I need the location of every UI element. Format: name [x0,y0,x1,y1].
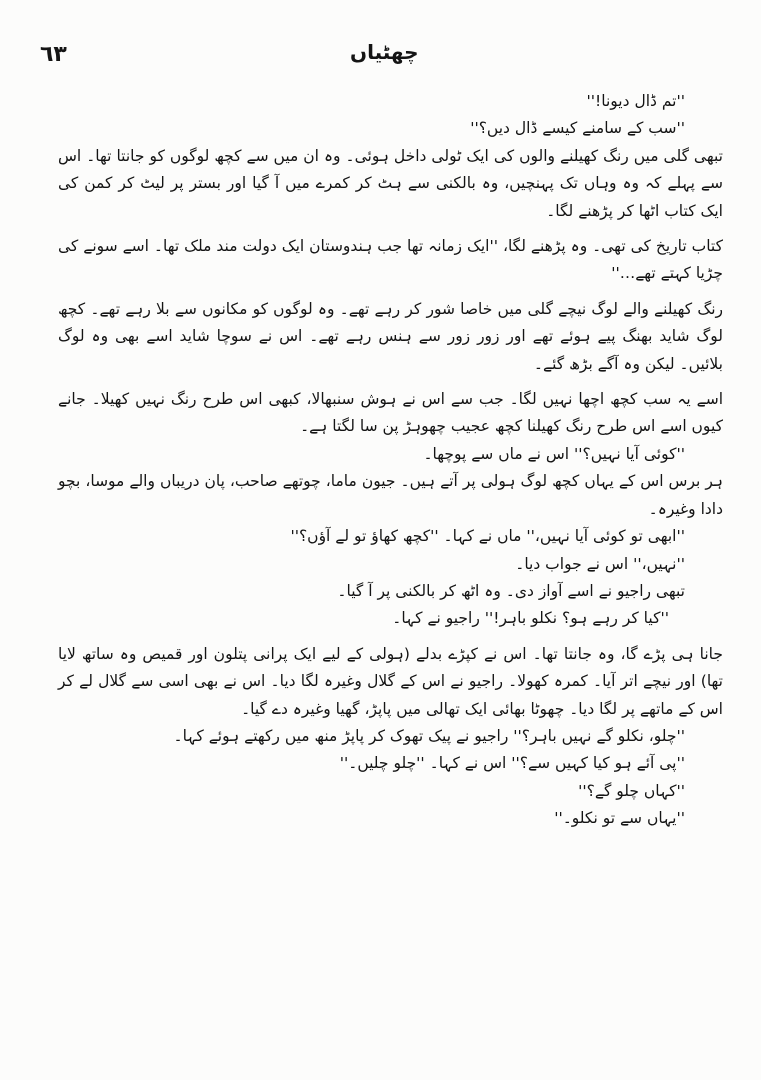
page-body [58,88,723,833]
paragraph: ہر برس اس کے یہاں کچھ لوگ ہولی پر آتے ہیں۔ جیون ماما، چوتھے صاحب، پان دریباں والے موسا، بچو دادا وغیرہ۔ [58,472,723,518]
paragraph: ''ابھی تو کوئی آیا نہیں،'' ماں نے کہا۔ ''کچھ کھاؤ تو لے آؤں؟'' [290,527,685,546]
paragraph: ''پی آئے ہو کیا کہیں سے؟'' اس نے کہا۔ ''چلو چلیں۔'' [339,754,685,773]
paragraph: رنگ کھیلنے والے لوگ نیچے گلی میں خاصا شور کر رہے تھے۔ وہ لوگوں کو مکانوں سے بلا رہے تھے۔ کچھ لوگ شاید بھنگ پیے ہوئے تھے اور زور زور سے ہنس رہے تھے۔ اس نے سوچا شاید اسے بھی وہ لوگ بلائیں۔ لیکن وہ آگے بڑھ گئے۔ [58,299,723,373]
paragraph: ''کیا کر رہے ہو؟ نکلو باہر!'' راجیو نے کہا۔ [392,609,669,628]
chapter-title: چھٹیاں [350,40,419,64]
paragraph: ''نہیں،'' اس نے جواب دیا۔ [515,554,685,573]
paragraph: تبھی راجیو نے اسے آواز دی۔ وہ اٹھ کر بالکنی پر آ گیا۔ [337,581,685,600]
paragraph: ''کوئی آیا نہیں؟'' اس نے ماں سے پوچھا۔ [423,444,685,463]
paragraph: ''چلو، نکلو گے نہیں باہر؟'' راجیو نے پیک تھوک کر پاپڑ منھ میں رکھتے ہوئے کہا۔ [173,726,685,745]
paragraph: ''سب کے سامنے کیسے ڈال دیں؟'' [470,119,685,138]
paragraph: ''تم ڈال دیونا!'' [586,92,685,110]
paragraph: ''کہاں چلو گے؟'' [578,781,685,800]
paragraph: ''یہاں سے تو نکلو۔'' [554,809,685,828]
page-header [40,40,721,74]
paragraph: کتاب تاریخ کی تھی۔ وہ پڑھنے لگا، ''ایک زمانہ تھا جب ہندوستان ایک دولت مند ملک تھا۔ اسے سونے کی چڑیا کہتے تھے…'' [58,237,723,283]
paragraph: اسے یہ سب کچھ اچھا نہیں لگا۔ جب سے اس نے ہوش سنبھالا، کبھی اس طرح رنگ نہیں کھیلا۔ جانے کیوں اسے اس طرح رنگ کھیلنا کچھ عجیب چھوہڑ پن سا لگتا ہے۔ [58,390,723,436]
paragraph: جانا ہی پڑے گا، وہ جانتا تھا۔ اس نے کپڑے بدلے (ہولی کے لیے ایک پرانی پتلون اور قمیص وہ ساتھ لایا تھا) اور نیچے اتر آیا۔ کمرہ کھولا۔ راجیو نے اس کے گلال وغیرہ لگا دیا۔ اس نے بھی اسی سے گلال لے کر اس کے ماتھے پر لگا دیا۔ چھوٹا بھائی ایک تھالی میں پاپڑ، گھیا وغیرہ دے گیا۔ [58,644,723,718]
page-number: ٦٣ [40,42,67,67]
paragraph: تبھی گلی میں رنگ کھیلنے والوں کی ایک ٹولی داخل ہوئی۔ وہ ان میں سے کچھ لوگوں کو جانتا تھا۔ اس سے پہلے کہ وہ وہاں تک پہنچیں، وہ بالکنی سے ہٹ کر کمرے میں آ گیا اور بستر پر لیٹ کر کمن کی ایک کتاب اٹھا کر پڑھنے لگا۔ [58,146,723,220]
